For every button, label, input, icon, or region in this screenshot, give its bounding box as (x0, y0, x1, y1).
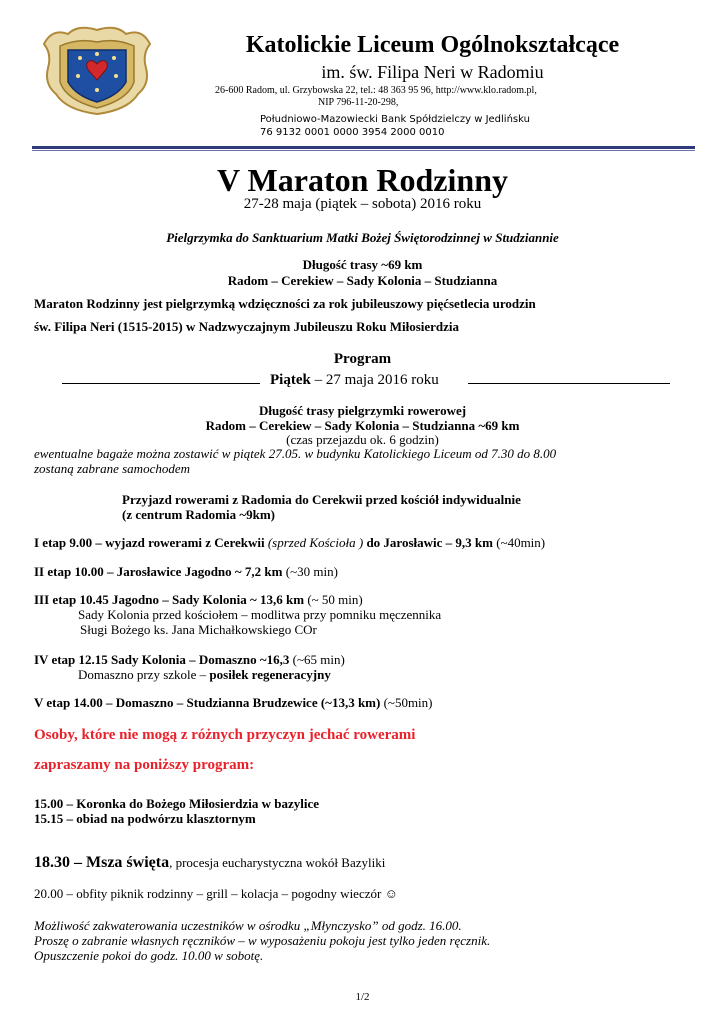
program-heading: Program (333, 351, 392, 367)
description-line-1: Maraton Rodzinny jest pielgrzymką wdzięczności za rok jubileuszowy pięćsetlecia urodzin (34, 296, 536, 311)
day-date: – 27 maja 2016 roku (310, 372, 439, 388)
stage-3-note-1: Sady Kolonia przed kościołem – modlitwa przy pomniku męczennika (78, 607, 442, 622)
picnic-item: 20.00 – obfity piknik rodzinny – grill – kolacja – pogodny wieczór ☺ (34, 886, 398, 901)
accommodation-note: Możliwość zakwaterowania uczestników w ośrodku „Młynczysko” od godz. 16.00. (34, 918, 462, 933)
dinner-item: 15.15 – obiad na podwórzu klasztornym (34, 811, 256, 826)
description-line-2: św. Filipa Neri (1515-2015) w Nadzwyczajnym Jubileuszu Roku Miłosierdzia (34, 319, 460, 334)
header-divider-thin (32, 150, 695, 151)
stage-4-time: (~65 min) (292, 652, 345, 667)
day-heading (270, 372, 439, 389)
event-dates: 27-28 maja (piątek – sobota) 2016 roku (243, 196, 482, 212)
towel-note: Proszę o zabranie własnych ręczników – w wyposażeniu pokoju jest tylko jeden ręcznik. (34, 933, 491, 948)
bike-route-length: Długość trasy pielgrzymki rowerowej (258, 403, 467, 418)
stage-1 (34, 535, 545, 551)
arrival-line-1: Przyjazd rowerami z Radomia do Cerekwii przed kościół indywidualnie (122, 492, 521, 507)
invite-line-2: zapraszamy na poniższy program: (34, 757, 255, 773)
checkout-note: Opuszczenie pokoi do godz. 10.00 w sobotę. (34, 948, 264, 963)
school-address: 26-600 Radom, ul. Grzybowska 22, tel.: 48 363 95 96, http://www.klo.radom.pl, (215, 85, 537, 96)
stage-4-note-meal: posiłek regeneracyjny (209, 667, 331, 682)
stage-1-place: (sprzed Kościoła ) (267, 535, 364, 550)
day-rule-left (62, 383, 260, 384)
event-title: V Maraton Rodzinny (217, 162, 508, 198)
stage-4-text: IV etap 12.15 Sady Kolonia – Domaszno ~16,3 (34, 652, 293, 667)
bike-time: (czas przejazdu ok. 6 godzin) (286, 432, 439, 447)
bank-name: Południowo-Mazowiecki Bank Spółdzielczy w Jedlińsku (260, 114, 530, 125)
page-number: 1/2 (355, 991, 370, 1003)
pilgrimage-title: Pielgrzymka do Sanktuarium Matki Bożej Świętorodzinnej w Studziannie (166, 230, 559, 245)
stage-3-note-2: Sługi Bożego ks. Jana Michałkowskiego COr (80, 622, 317, 637)
stage-5 (34, 695, 433, 711)
stage-1-dest: do Jarosławic – 9,3 km (363, 535, 497, 550)
stage-5-time: (~50min) (383, 695, 433, 710)
route: Radom – Cerekiew – Sady Kolonia – Studzianna (227, 273, 498, 288)
stage-1-time: (~40min) (496, 535, 546, 550)
mass-procession: , procesja eucharystyczna wokół Bazyliki (169, 855, 386, 870)
mass-time: 18.30 – Msza święta (34, 854, 170, 871)
mass-item (34, 854, 385, 872)
invite-line-1: Osoby, które nie mogą z różnych przyczyn jechać rowerami (34, 727, 416, 743)
bank-account: 76 9132 0001 0000 3954 2000 0010 (260, 127, 445, 138)
school-subtitle: im. św. Filipa Neri w Radomiu (321, 62, 544, 82)
bike-route: Radom – Cerekiew – Sady Kolonia – Studzianna ~69 km (205, 418, 520, 433)
school-name: Katolickie Liceum Ogólnokształcące (245, 32, 620, 58)
stage-2-text: II etap 10.00 – Jarosławice Jagodno ~ 7,2 km (34, 564, 286, 579)
stage-4-note (78, 667, 331, 683)
school-crest-logo (38, 24, 156, 116)
arrival-line-2: (z centrum Radomia ~9km) (122, 507, 275, 522)
day-rule-right (468, 383, 670, 384)
day-name: Piątek (270, 372, 311, 388)
stage-2 (34, 564, 338, 580)
stage-4-note-place: Domaszno przy szkole – (78, 667, 210, 682)
stage-4 (34, 652, 345, 668)
rosary-item: 15.00 – Koronka do Bożego Miłosierdzia w bazylice (34, 796, 320, 811)
route-length: Długość trasy ~69 km (302, 257, 423, 272)
school-nip: NIP 796-11-20-298, (318, 97, 399, 108)
stage-1-text: I etap 9.00 – wyjazd rowerami z Cerekwii (34, 535, 268, 550)
stage-3 (34, 592, 363, 608)
luggage-note-2: zostaną zabrane samochodem (34, 461, 190, 476)
stage-2-time: (~30 min) (285, 564, 338, 579)
luggage-note-1: ewentualne bagaże można zostawić w piątek 27.05. w budynku Katolickiego Liceum od 7.30 do 8.00 (34, 446, 557, 461)
stage-3-text: III etap 10.45 Jagodno – Sady Kolonia ~ 13,6 km (34, 592, 308, 607)
stage-5-text: V etap 14.00 – Domaszno – Studzianna Brudzewice (~13,3 km) (34, 695, 384, 710)
header-divider (32, 146, 695, 149)
stage-3-time: (~ 50 min) (307, 592, 363, 607)
